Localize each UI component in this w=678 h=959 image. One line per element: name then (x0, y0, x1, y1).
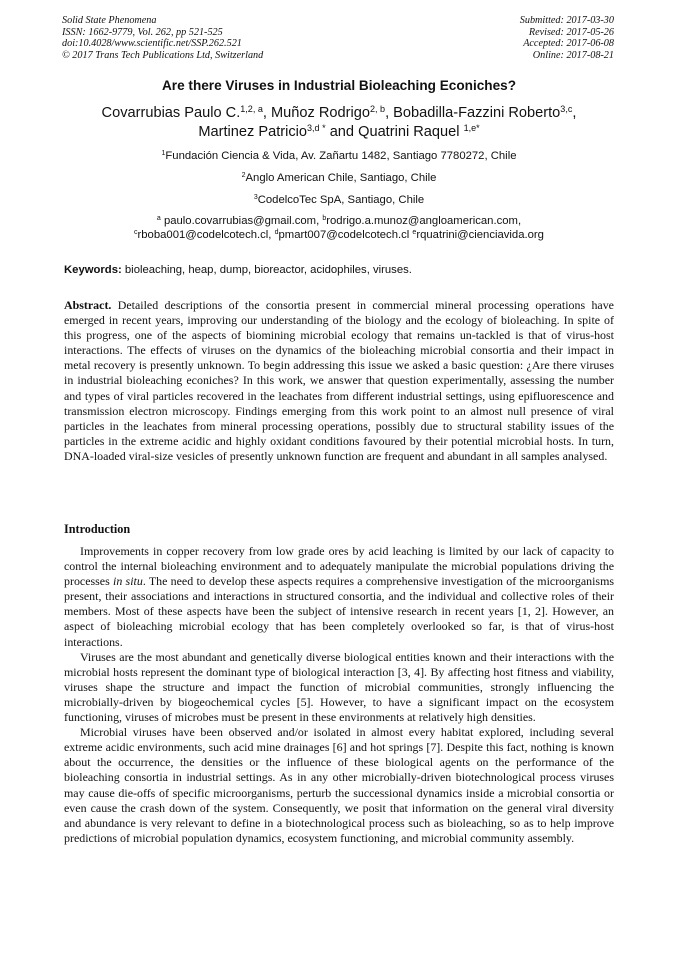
email-mark: b (322, 215, 327, 223)
keywords-label: Keywords: (64, 264, 122, 276)
abstract-text: Detailed descriptions of the consortia present in commercial mineral processing operations have emerged in recent years, improving our understanding of the biology and the ecology of bioleaching. In spite of this progress, one of the aspects of biomining microbial ecology that remains un-tackled is that of virus-host interactions. The effects of viruses on the dynamics of the bioleaching microbial consortia and their impact in metal recovery is presently unknown. To begin addressing this issue we asked a basic question: ¿Are there viruses in industrial bioleaching econiches? In this work, we answer that question experimentally, assessing the number and types of viral particles recovered in the leachates from different industrial settings, using epifluorescence and transmission electron microscopy. Findings emerging from this work point to an almost null presence of viral particles in the leachates from mineral processing operations, possibly due to structural stability issues of the particles in the extreme acidic and highly oxidant conditions favoured by their potential microbial hosts. In turn, DNA-loaded viral-size vesicles of presently unknown function are frequent and abundant in all samples analysed. (64, 298, 614, 463)
date-revised: Revised: 2017-05-26 (528, 26, 614, 38)
author-affiliation-mark: 1,2, a (240, 104, 263, 115)
affiliation-mark: 3 (253, 194, 258, 202)
journal-doi: doi:10.4028/www.scientific.net/SSP.262.521 (62, 38, 242, 50)
keywords (64, 264, 616, 276)
date-submitted: Submitted: 2017-03-30 (519, 15, 614, 26)
email-mark: c (134, 229, 138, 237)
abstract (64, 298, 614, 464)
author-affiliation-mark: 3,c (560, 104, 573, 115)
journal-issn: ISSN: 1662-9779, Vol. 262, pp 521-525 (62, 26, 223, 38)
email-mark: e (412, 229, 417, 237)
author-affiliation-mark: 2, b (369, 104, 386, 115)
email-mark: d (274, 229, 279, 237)
author-affiliation-mark: 3,d * (307, 123, 326, 134)
affiliation (0, 194, 678, 206)
abstract-label: Abstract. (64, 298, 112, 312)
author-emails (40, 214, 638, 242)
author-name: , Muñoz Rodrigo (262, 105, 370, 121)
paragraph (64, 544, 614, 650)
affiliation (0, 150, 678, 162)
affiliation-text: Fundación Ciencia & Vida, Av. Zañartu 1482, Santiago 7780272, Chile (165, 150, 517, 162)
date-accepted: Accepted: 2017-06-08 (523, 38, 614, 50)
email-address[interactable]: rodrigo.a.munoz@angloamerican.com, (326, 215, 522, 227)
email-address[interactable]: paulo.covarrubias@gmail.com, (160, 215, 323, 227)
italic-term: in situ (113, 574, 143, 589)
section-heading-introduction: Introduction (64, 522, 131, 536)
email-address[interactable]: pmart007@codelcotech.cl (278, 229, 413, 241)
email-address[interactable]: rboba001@codelcotech.cl, (137, 229, 275, 241)
affiliation-text: Anglo American Chile, Santiago, Chile (245, 172, 437, 184)
affiliation-text: CodelcoTec SpA, Santiago, Chile (257, 194, 425, 206)
keywords-text: bioleaching, heap, dump, bioreactor, acidophiles, viruses. (121, 264, 412, 276)
email-mark: a (156, 215, 161, 223)
paragraph: Viruses are the most abundant and genetically diverse biological entities known and their interactions with the microbial hosts represent the dominant type of biological interaction [3, 4]. By affecting host fitness and viability, viruses shape the structure and impact the function of microbial communities, strongly influencing the microbially-driven by biogeochemical cycles [5]. However, to have a significant impact on the ecosystem functioning, viruses of microbes must be present in these environments at relatively high densities. (64, 649, 614, 725)
journal-info (62, 15, 263, 61)
author-list: Covarrubias Paulo C.$^{1,2, a}$, Muñoz Rodrigo$^{2, b}$, Bobadilla-Fazzini Roberto$^{3,c}$, Martinez Patricio$^{3,d *}$ and Quatrini Raquel $^{1,e*}$ (101, 104, 577, 140)
author-name: Covarrubias Paulo C. (101, 105, 241, 121)
author-name: , Bobadilla-Fazzini Roberto (385, 105, 561, 121)
paragraph-text: Improvements in copper recovery from low grade ores by acid leaching is limited by our lack of capacity to control the internal bioleaching environment and to adequately manipulate the microbial populations driving the processes (64, 544, 614, 589)
introduction-body (64, 544, 614, 846)
date-online: Online: 2017-08-21 (532, 49, 614, 61)
email-address[interactable]: rquatrini@cienciavida.org (416, 229, 544, 241)
paragraph-text: . The need to develop these aspects requires a comprehensive investigation of the microorganisms present, their associations and interactions in structured consortia, and the individual and collective roles of their members. Most of these aspects have been the subject of intensive research in recent years [1, 2]. However, an aspect of bioleaching microbial ecology that has been completely overlooked so far, is that of virus-host interactions. (64, 574, 614, 649)
paper-title: Are there Viruses in Industrial Bioleaching Econiches? (161, 78, 517, 93)
author-affiliation-mark: 1,e* (463, 123, 480, 134)
affiliation-mark: 1 (161, 150, 166, 158)
affiliation-mark: 2 (241, 172, 246, 180)
paragraph: Microbial viruses have been observed and/or isolated in almost every habitat explored, including several extreme acidic environments, such acid mine drainages [6] and hot springs [7]. Despite this fact, nothing is known about the occurrence, the densities or the influence of these biological agents on the performance of the bioleaching consortia in industrial settings. As in any other microbially-driven biotechnological process viruses may cause die-offs of specific microorganisms, perturb the successional dynamics inside a microbial consortia or even cause the crash down of the system. Consequently, we posit that information on the general viral diversity and abundance is very relevant to define in a biotechnological process such as bioleaching, so as to help improve predictions of microbial population dynamics, ecosystem functioning, and microbial community assembly. (64, 725, 614, 845)
journal-name: Solid State Phenomena (62, 15, 157, 26)
author-name: Martinez Patricio (198, 124, 308, 140)
journal-copyright: © 2017 Trans Tech Publications Ltd, Switzerland (62, 49, 264, 61)
affiliation (0, 172, 678, 184)
author-name: and Quatrini Raquel (325, 124, 464, 140)
publication-dates (520, 15, 614, 61)
